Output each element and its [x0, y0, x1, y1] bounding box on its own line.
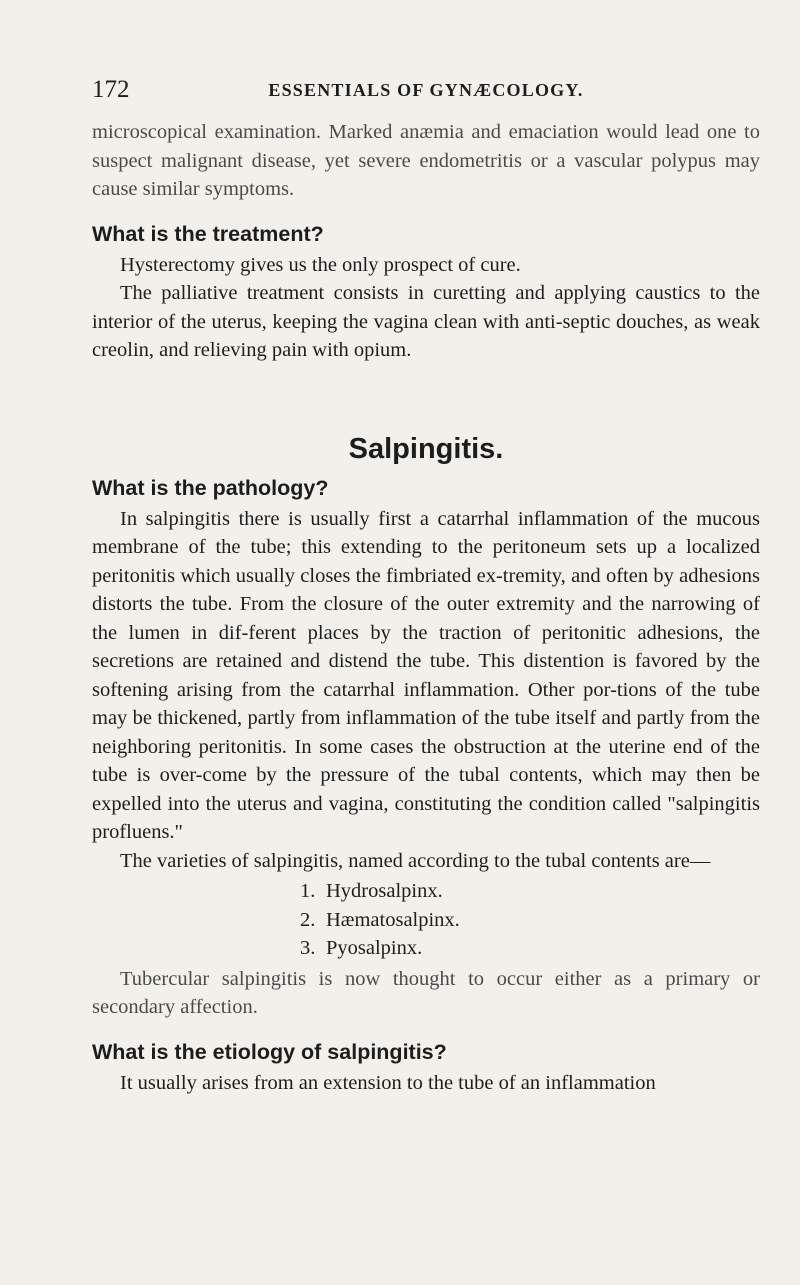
intro-paragraph: microscopical examination. Marked anæmia and emaciation would lead one to suspect malignant disease, yet severe endometritis or a vascular polypus may cause similar symptoms.: [92, 121, 760, 200]
variety-item: [300, 877, 760, 906]
page-header: [92, 76, 760, 106]
running-title: ESSENTIALS OF GYNÆCOLOGY.: [268, 80, 584, 100]
section-title: Salpingitis.: [348, 432, 504, 465]
variety-name: Pyosalpinx.: [326, 937, 423, 959]
varieties-intro: The varieties of salpingitis, named according to the tubal contents are—: [120, 849, 711, 872]
variety-item: [300, 906, 760, 935]
etiology-question: What is the etiology of salpingitis?: [92, 1039, 447, 1064]
variety-number: 2.: [300, 908, 316, 931]
pathology-paragraph: In salpingitis there is usually first a catarrhal inflammation of the mucous membrane of the tube; this extending to the peritoneum sets up a localized peritonitis which usually closes the fimbriated ex-tremity, and often by adhesions distorts the tube. From the closure of the outer extremity and the narrowing of the lumen in dif-ferent places by the traction of peritonitic adhesions, the secretions are retained and distend the tube. This distention is favored by the softening arising from the catarrhal inflammation. Other por-tions of the tube may be thickened, partly from inflammation of the tube itself and partly from the neighboring peritonitis. In some cases the obstruction at the uterine end of the tube is over-come by the pressure of the tubal contents, which may then be expelled into the uterus and vagina, constituting the condition called "salpingitis profluens.": [92, 507, 760, 843]
pathology-question: What is the pathology?: [92, 475, 329, 500]
variety-number: 1.: [300, 880, 316, 902]
treatment-paragraph-2: The palliative treatment consists in curetting and applying caustics to the interior of the uterus, keeping the vagina clean with anti-septic douches, as weak creolin, and relieving pain with opium.: [92, 282, 760, 361]
variety-number: 3.: [300, 937, 316, 959]
treatment-paragraph-1: Hysterectomy gives us the only prospect of cure.: [120, 253, 521, 276]
variety-item: [300, 934, 760, 963]
variety-name: Hæmatosalpinx.: [326, 908, 460, 931]
page-body: [92, 118, 760, 1097]
page-number: 172: [92, 76, 130, 103]
tubercular-paragraph: Tubercular salpingitis is now thought to occur either as a primary or secondary affection.: [92, 967, 760, 1018]
variety-name: Hydrosalpinx.: [326, 880, 443, 902]
treatment-question: What is the treatment?: [92, 221, 324, 246]
varieties-list: [300, 877, 760, 963]
etiology-paragraph: It usually arises from an extension to the tube of an inflammation: [120, 1071, 656, 1094]
